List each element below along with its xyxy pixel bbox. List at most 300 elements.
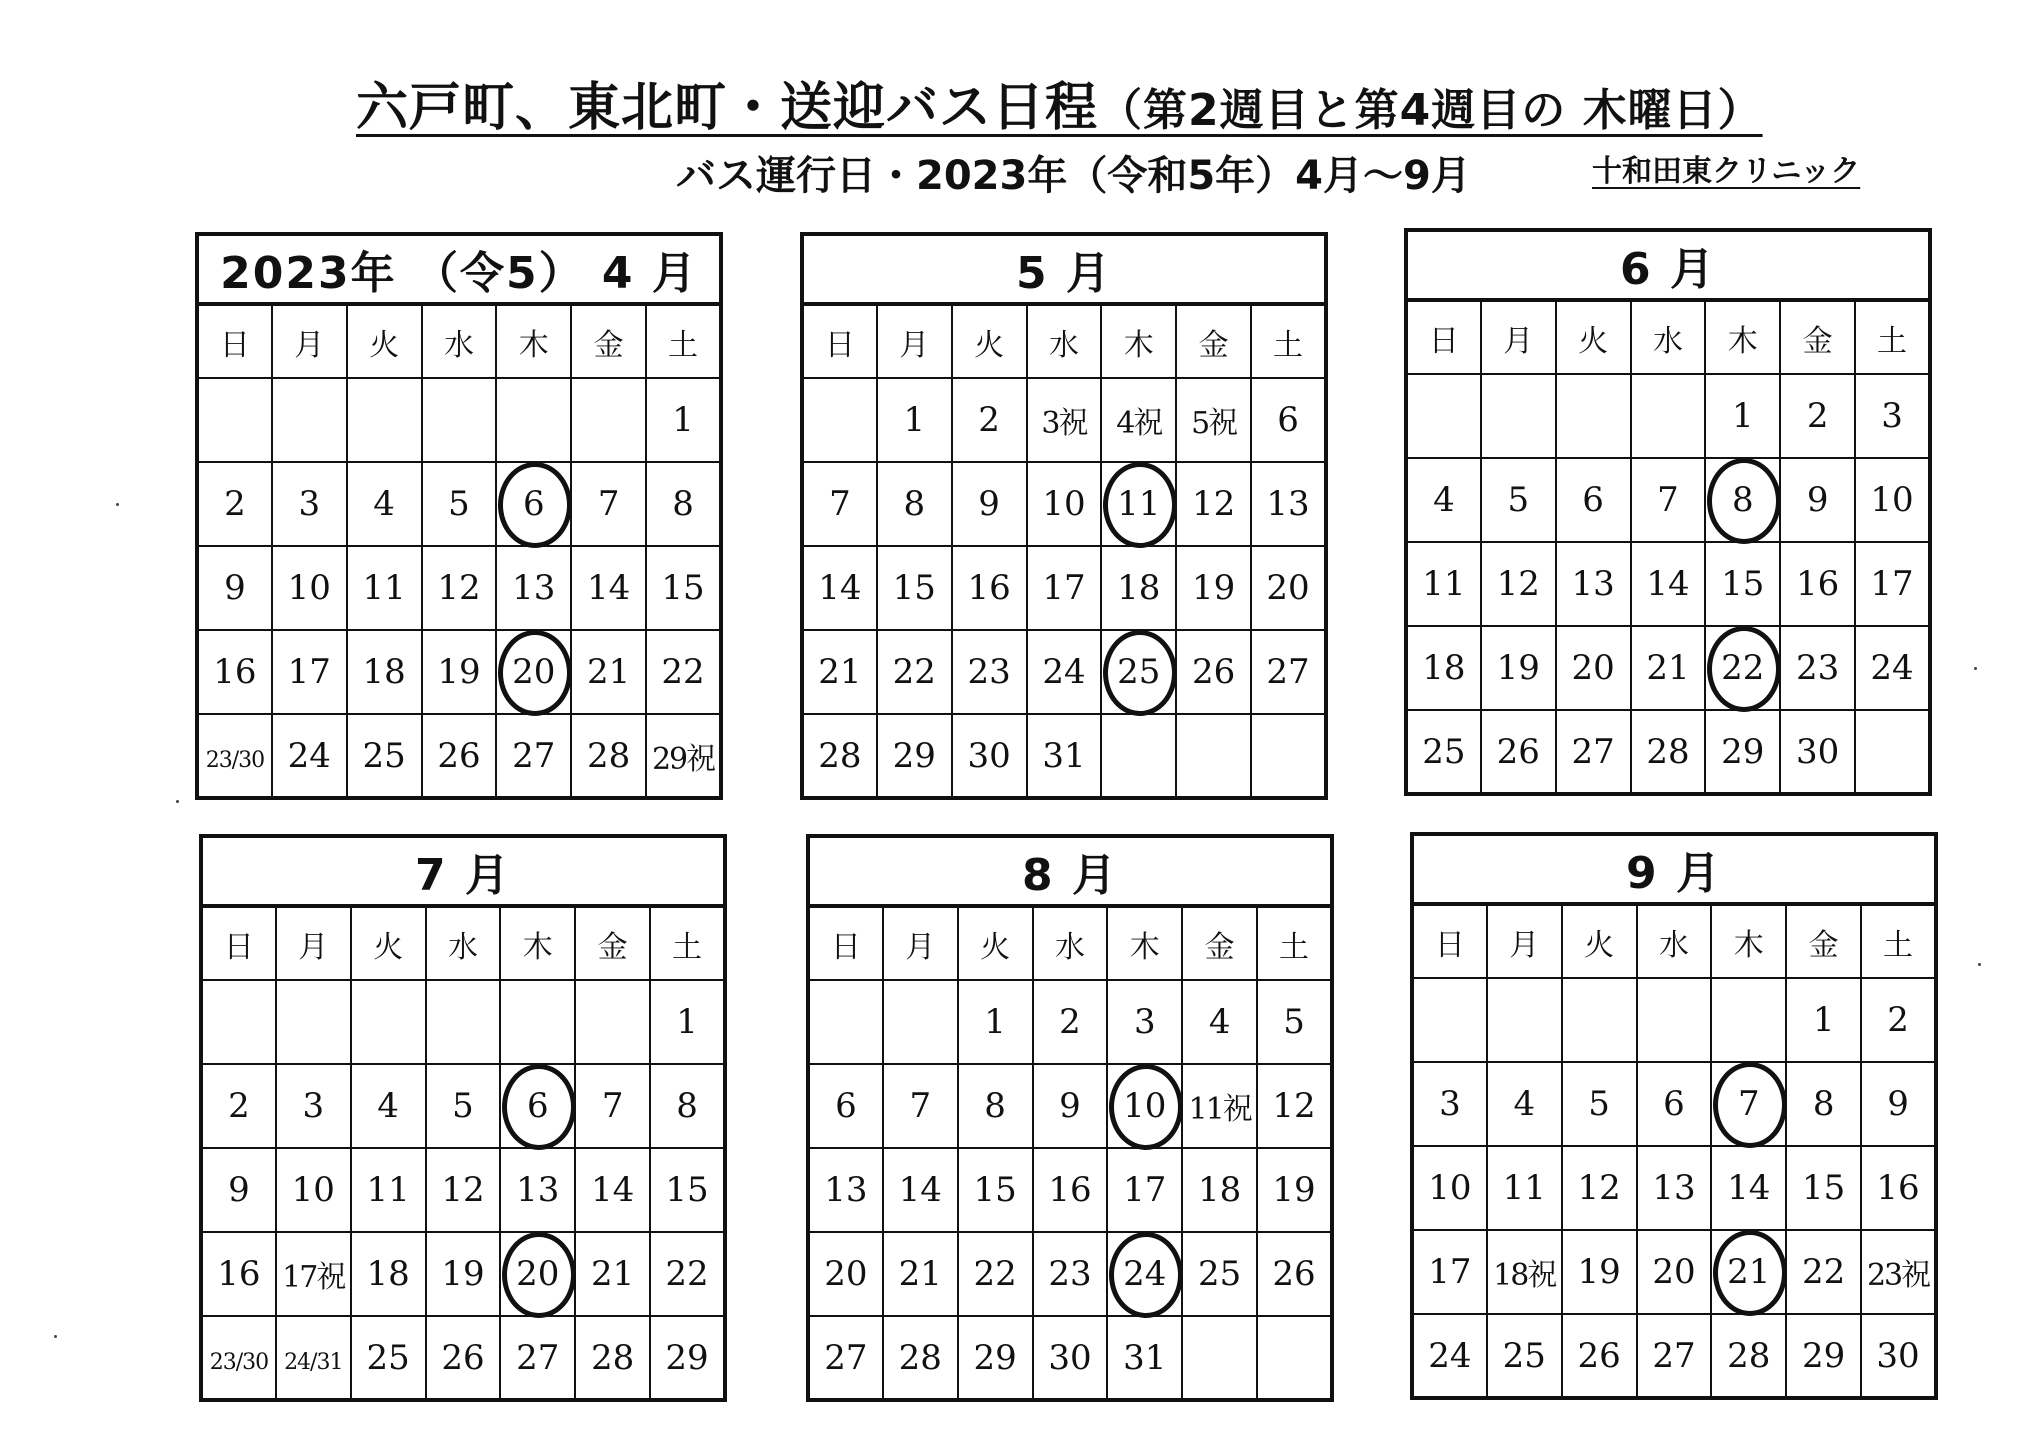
day-cell [426,1316,501,1400]
day-cell [1107,1316,1182,1400]
day-cell [197,714,272,798]
weekday-header: 水 [426,906,501,980]
day-number: 31 [1123,1337,1167,1378]
day-cell [422,546,497,630]
day-number: 3 [1881,396,1903,436]
month-title: 9 月 [1412,834,1936,904]
day-cell [1412,1062,1487,1146]
day-cell [500,1316,575,1400]
week-row [1406,710,1930,794]
day-number: 19 [441,1254,485,1294]
day-cell [575,1064,650,1148]
day-cell [1637,1230,1712,1314]
day-cell [1780,374,1855,458]
day-number: 13 [512,568,556,608]
day-cell [422,714,497,798]
day-number: 26 [437,735,481,776]
day-cell [952,714,1027,798]
day-cell [650,1064,725,1148]
day-number: 26 [1272,1254,1316,1294]
weekday-header: 水 [1033,906,1108,980]
day-number: 14 [587,568,631,608]
day-number: 27 [1652,1335,1696,1376]
day-number: 25 [366,1337,410,1378]
empty-day-cell [1182,1316,1257,1400]
day-number: 1 [1812,1000,1835,1040]
day-number: 7 [601,1086,624,1126]
day-number: 16 [1876,1168,1920,1208]
day-cell [1406,710,1481,794]
day-number: 24 [1428,1335,1472,1376]
day-cell [496,462,571,546]
month-title: 2023年 （令5） 4 月 [197,234,721,304]
day-cell [1855,374,1930,458]
day-number: 4 [1433,480,1455,520]
day-number: 24 [1042,652,1086,692]
day-cell [958,1148,1033,1232]
calendar-table [195,232,723,800]
day-number: 18 [1198,1170,1242,1210]
day-number: 11 [1502,1168,1546,1208]
day-number: 3 [1133,1002,1156,1042]
day-cell [351,1232,426,1316]
day-cell [1487,1146,1562,1230]
day-cell [1251,462,1326,546]
day-number: 25 [1502,1335,1546,1376]
day-number: 7 [597,484,620,524]
empty-day-cell [351,980,426,1064]
day-number: 6 [835,1086,857,1126]
day-number: 27 [824,1337,868,1378]
day-cell [571,462,646,546]
day-cell [347,462,422,546]
day-number: 25 [1198,1254,1242,1294]
day-number: 25 [1117,652,1161,692]
day-cell [1562,1062,1637,1146]
day-cell [1481,458,1556,542]
day-cell [571,546,646,630]
month-calendar-april [195,232,723,800]
day-number: 8 [672,484,694,524]
weekday-header: 金 [1786,904,1861,978]
week-row [1406,542,1930,626]
scan-speck [54,1335,57,1338]
day-cell [1182,1232,1257,1316]
week-row [1412,978,1936,1062]
day-cell [958,1316,1033,1400]
day-number: 6 [522,484,545,524]
day-cell [1711,1146,1786,1230]
day-cell [1406,458,1481,542]
day-cell [952,546,1027,630]
weekday-header: 土 [1861,904,1936,978]
empty-day-cell [347,378,422,462]
day-cell [1637,1146,1712,1230]
day-cell [1257,1064,1332,1148]
day-cell [1406,626,1481,710]
week-row [1412,1314,1936,1398]
day-cell [1176,378,1251,462]
weekday-header: 日 [201,906,276,980]
day-number: 28 [591,1337,635,1378]
month-title: 5 月 [802,234,1326,304]
day-number: 15 [665,1170,709,1210]
day-number: 21 [587,652,631,692]
day-number: 25 [1422,731,1466,772]
day-number: 9 [978,484,1000,524]
weekday-header: 木 [1107,906,1182,980]
day-number: 29 [665,1337,709,1378]
day-number: 2 [978,400,1000,440]
page-subtitle: バス運行日・2023年（令和5年）4月〜9月 [676,153,1471,199]
day-number: 26 [441,1337,485,1378]
weekday-header: 金 [571,304,646,378]
day-cell [1637,1062,1712,1146]
day-number: 2 [1887,1000,1909,1040]
scan-speck [1978,963,1981,966]
week-row [197,546,721,630]
day-cell [197,546,272,630]
empty-day-cell [1412,978,1487,1062]
weekday-header: 金 [1182,906,1257,980]
empty-day-cell [276,980,351,1064]
day-cell [1855,626,1930,710]
day-number: 23祝 [1866,1258,1930,1293]
day-number: 17 [1042,568,1086,608]
empty-day-cell [197,378,272,462]
day-cell [808,1316,883,1400]
week-row [197,378,721,462]
day-number: 22 [1721,648,1765,688]
day-cell [1406,542,1481,626]
day-number: 8 [1731,480,1754,520]
week-row [201,1148,725,1232]
day-number: 18 [362,652,406,692]
empty-day-cell [1176,714,1251,798]
week-row [802,546,1326,630]
month-calendar-august [806,834,1334,1402]
day-cell [646,630,721,714]
day-cell [426,1232,501,1316]
day-cell [808,1064,883,1148]
day-cell [1861,978,1936,1062]
day-number: 19 [1272,1170,1316,1210]
week-row [1412,1230,1936,1314]
day-number: 25 [362,735,406,776]
weekday-header: 月 [877,304,952,378]
clinic-name: 十和田東クリニック [1592,154,1861,189]
day-number: 1 [984,1002,1006,1042]
day-number: 14 [818,568,862,608]
weekday-header: 木 [1711,904,1786,978]
day-number: 16 [1048,1170,1092,1210]
weekday-header: 日 [197,304,272,378]
day-cell [1705,374,1780,458]
day-cell [1780,458,1855,542]
day-cell [1855,542,1930,626]
day-number: 6 [1582,480,1604,520]
day-number: 27 [1571,731,1615,772]
day-cell [1027,378,1102,462]
day-cell [1027,546,1102,630]
day-number: 12 [1496,564,1540,604]
day-number: 28 [1727,1335,1771,1376]
day-cell [347,546,422,630]
day-number: 22 [892,652,936,692]
day-number: 15 [1802,1168,1846,1208]
day-cell [1786,1314,1861,1398]
day-number: 5 [452,1086,474,1126]
calendar-table [199,834,727,1402]
day-cell [877,378,952,462]
day-number: 6 [1277,400,1299,440]
day-cell [1251,378,1326,462]
day-cell [201,1148,276,1232]
page-title-main: 六戸町、東北町・送迎バス日程 [356,78,1099,138]
day-number: 29 [1802,1335,1846,1376]
empty-day-cell [1562,978,1637,1062]
weekday-header: 火 [1556,300,1631,374]
day-number: 8 [903,484,926,524]
scan-speck [1974,667,1977,670]
day-cell [1631,626,1706,710]
empty-day-cell [272,378,347,462]
day-cell [276,1232,351,1316]
week-row [1412,1146,1936,1230]
day-cell [883,1064,958,1148]
day-number: 17 [287,652,331,692]
week-row [1406,458,1930,542]
day-number: 3 [302,1086,325,1126]
day-number: 10 [1042,484,1086,524]
day-cell [1182,980,1257,1064]
day-number: 4 [373,484,395,524]
day-cell [1705,710,1780,794]
day-cell [877,630,952,714]
day-number: 6 [526,1086,549,1126]
day-number: 8 [676,1086,698,1126]
day-number: 4 [1208,1002,1231,1042]
weekday-header: 月 [883,906,958,980]
day-cell [1033,1316,1108,1400]
day-number: 5祝 [1191,406,1237,441]
day-cell [1481,542,1556,626]
day-number: 27 [512,735,556,776]
day-number: 23 [967,652,1011,692]
calendar-table [800,232,1328,800]
weekday-header: 木 [1101,304,1176,378]
day-cell [1786,1062,1861,1146]
week-row [201,980,725,1064]
day-cell [883,1232,958,1316]
day-cell [1027,714,1102,798]
day-cell [1705,542,1780,626]
weekday-header: 火 [347,304,422,378]
day-cell [1481,710,1556,794]
day-cell [272,714,347,798]
day-number: 26 [1577,1335,1621,1376]
day-cell [1637,1314,1712,1398]
page-title-paren: （第2週目と第4週目の 木曜日） [1098,85,1763,136]
day-cell [1556,542,1631,626]
day-cell [1855,458,1930,542]
day-number: 1 [1731,396,1754,436]
day-cell [1481,626,1556,710]
day-number: 12 [1192,484,1236,524]
week-row [808,980,1332,1064]
day-number: 1 [903,400,926,440]
weekday-header: 水 [422,304,497,378]
day-cell [1487,1314,1562,1398]
week-row [201,1316,725,1400]
weekday-header: 金 [1176,304,1251,378]
day-number: 29 [892,735,936,776]
day-cell [1101,546,1176,630]
day-number: 4 [377,1086,399,1126]
calendar-table [1404,228,1932,796]
week-row [1412,1062,1936,1146]
day-cell [883,1316,958,1400]
page-title [356,72,1776,144]
day-cell [1631,458,1706,542]
weekday-header: 火 [952,304,1027,378]
week-row [197,462,721,546]
day-cell [1786,978,1861,1062]
weekday-header: 月 [272,304,347,378]
day-number: 28 [587,735,631,776]
empty-day-cell [1406,374,1481,458]
day-cell [1711,1062,1786,1146]
weekday-header: 木 [496,304,571,378]
day-cell [1412,1230,1487,1314]
day-number: 19 [1577,1252,1621,1292]
day-number: 13 [824,1170,868,1210]
day-cell [1711,1230,1786,1314]
empty-day-cell [575,980,650,1064]
day-number: 14 [591,1170,635,1210]
day-number: 19 [1496,648,1540,688]
day-number: 17 [1428,1252,1472,1292]
month-title: 8 月 [808,836,1332,906]
empty-day-cell [1487,978,1562,1062]
day-number: 20 [516,1254,560,1294]
day-number: 15 [1721,564,1765,604]
empty-day-cell [1637,978,1712,1062]
day-cell [1257,980,1332,1064]
day-number: 20 [512,652,556,692]
weekday-header: 金 [575,906,650,980]
weekday-header: 月 [276,906,351,980]
day-number: 1 [676,1002,698,1042]
empty-day-cell [883,980,958,1064]
day-number: 13 [1652,1168,1696,1208]
week-row [1406,626,1930,710]
day-number: 23 [1048,1254,1092,1294]
day-cell [952,462,1027,546]
day-number: 20 [1571,648,1615,688]
day-cell [1033,980,1108,1064]
day-cell [877,462,952,546]
day-number: 11 [362,568,406,608]
day-number: 6 [1663,1084,1685,1124]
day-number: 9 [224,568,246,608]
month-calendar-june [1404,228,1932,796]
day-cell [1562,1230,1637,1314]
day-number: 26 [1496,731,1540,772]
day-number: 12 [437,568,481,608]
weekday-header: 土 [1251,304,1326,378]
day-number: 21 [1646,648,1690,688]
day-cell [1107,1064,1182,1148]
day-cell [1861,1230,1936,1314]
day-cell [1107,1148,1182,1232]
day-number: 22 [973,1254,1017,1294]
day-number: 9 [1806,480,1829,520]
day-cell [500,1232,575,1316]
day-cell [1556,626,1631,710]
day-number: 1 [672,400,694,440]
day-cell [1033,1064,1108,1148]
day-number: 16 [217,1254,261,1294]
day-number: 13 [1571,564,1615,604]
day-cell [646,462,721,546]
week-row [802,378,1326,462]
week-row [802,462,1326,546]
day-number: 10 [1870,480,1914,520]
day-cell [272,630,347,714]
day-cell [1711,1314,1786,1398]
day-number: 9 [1887,1084,1909,1124]
day-number: 14 [1646,564,1690,604]
day-number: 16 [967,568,1011,608]
day-number: 20 [1652,1252,1696,1292]
week-row [197,630,721,714]
day-number: 7 [909,1086,932,1126]
day-number: 17祝 [282,1260,345,1295]
day-number: 10 [1428,1168,1472,1208]
day-cell [351,1316,426,1400]
day-cell [1027,630,1102,714]
day-number: 28 [898,1337,942,1378]
day-cell [958,980,1033,1064]
day-number: 12 [1272,1086,1316,1126]
day-number: 29 [973,1337,1017,1378]
day-number: 20 [1266,568,1310,608]
empty-day-cell [1631,374,1706,458]
day-number: 15 [973,1170,1017,1210]
day-cell [1182,1148,1257,1232]
day-number: 18 [1422,648,1466,688]
day-number: 5 [1507,480,1530,520]
day-number: 7 [1737,1084,1760,1124]
empty-day-cell [571,378,646,462]
day-number: 26 [1192,652,1236,692]
day-number: 2 [228,1086,250,1126]
day-cell [571,714,646,798]
day-cell [1487,1230,1562,1314]
day-number: 3 [298,484,321,524]
day-cell [347,714,422,798]
empty-day-cell [1556,374,1631,458]
day-number: 17 [1870,564,1914,604]
weekday-header: 水 [1631,300,1706,374]
day-cell [1101,630,1176,714]
day-cell [1176,462,1251,546]
day-cell [808,1232,883,1316]
day-number: 12 [441,1170,485,1210]
day-cell [883,1148,958,1232]
day-cell [276,1316,351,1400]
